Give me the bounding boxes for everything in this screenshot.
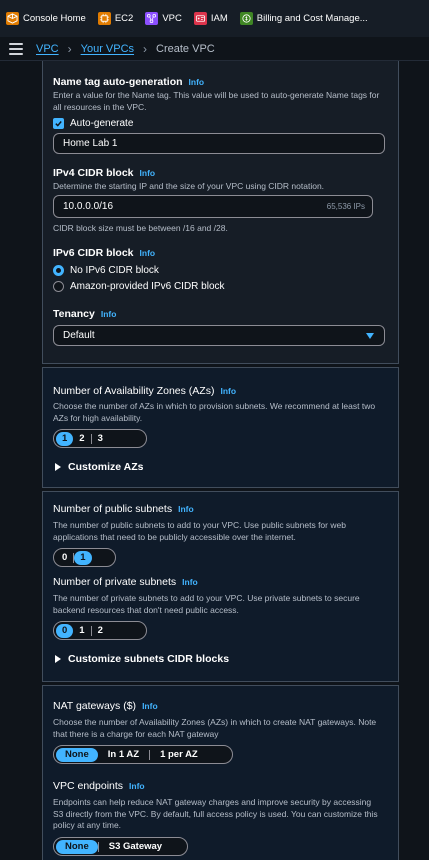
public-subnets-option-0[interactable]: 0 xyxy=(62,552,68,563)
customize-azs-expander[interactable]: Customize AZs xyxy=(55,461,143,473)
azs-info-link[interactable]: Info xyxy=(220,386,237,396)
private-subnets-info-link[interactable]: Info xyxy=(182,577,198,587)
nat-option-none[interactable]: None xyxy=(56,748,98,762)
public-subnets-description: The number of public subnets to add to your VPC. Use public subnets for web applications that need to be publicly accessible over the internet. xyxy=(53,520,346,542)
network-icon xyxy=(145,12,158,25)
azs-option-1[interactable]: 1 xyxy=(56,432,73,446)
tenancy-info-link[interactable]: Info xyxy=(100,309,117,319)
public-subnets-option-1[interactable]: 1 xyxy=(74,551,91,565)
check-icon xyxy=(54,119,63,128)
endpoints-option-none[interactable]: None xyxy=(56,840,98,854)
ipv4-ip-count: 65,536 IPs xyxy=(326,202,365,211)
vpc-endpoints-label: VPC endpoints Info xyxy=(53,780,145,792)
cube-icon xyxy=(6,12,19,25)
bookmark-iam[interactable]: IAM xyxy=(194,12,228,25)
id-card-icon xyxy=(194,12,207,25)
nat-segmented-control xyxy=(53,745,233,764)
chip-icon xyxy=(98,12,111,25)
private-subnets-option-2[interactable]: 2 xyxy=(97,625,103,636)
ipv4-cidr-value: 10.0.0.0/16 xyxy=(63,201,114,212)
hamburger-menu-icon[interactable] xyxy=(9,43,23,55)
breadcrumb xyxy=(0,37,429,61)
caret-right-icon xyxy=(55,463,61,471)
auto-generate-label: Auto-generate xyxy=(70,118,134,129)
caret-right-icon xyxy=(55,655,61,663)
subnets-panel xyxy=(42,491,399,682)
tenancy-select[interactable]: Default xyxy=(53,325,385,346)
ipv6-option-amazon[interactable]: Amazon-provided IPv6 CIDR block xyxy=(53,281,225,292)
azs-description: Choose the number of AZs in which to provision subnets. We recommend at least two AZs for high availability. xyxy=(53,401,376,423)
private-subnets-option-0[interactable]: 0 xyxy=(56,624,73,638)
caret-down-icon xyxy=(366,333,374,339)
ipv6-info-link[interactable]: Info xyxy=(139,248,156,258)
nat-gateways-label: NAT gateways ($) Info xyxy=(53,700,158,712)
bookmark-billing[interactable]: Billing and Cost Manage... xyxy=(240,12,368,25)
name-tag-info-link[interactable]: Info xyxy=(188,77,205,87)
bookmark-ec2[interactable]: EC2 xyxy=(98,12,133,25)
endpoints-option-s3-gateway[interactable]: S3 Gateway xyxy=(108,841,163,852)
customize-subnets-cidr-expander[interactable]: Customize subnets CIDR blocks xyxy=(55,653,229,665)
nat-description: Choose the number of Availability Zones (AZs) in which to create NAT gateways. Note that there is a charge for each NAT gateway xyxy=(53,717,377,739)
private-subnets-label: Number of private subnets Info xyxy=(53,576,198,588)
ipv6-amazon-radio[interactable] xyxy=(53,281,64,292)
ipv6-none-radio[interactable] xyxy=(53,265,64,276)
azs-option-2[interactable]: 2 xyxy=(79,433,85,444)
bookmarks-bar xyxy=(0,0,429,37)
public-subnets-info-link[interactable]: Info xyxy=(178,504,194,514)
name-tag-label: Name tag auto-generation Info xyxy=(53,76,205,88)
nat-option-1-az[interactable]: In 1 AZ xyxy=(107,749,140,760)
endpoints-info-link[interactable]: Info xyxy=(129,781,145,791)
auto-generate-row[interactable] xyxy=(53,118,133,129)
azs-segmented-control xyxy=(53,429,147,448)
chevron-right-icon: › xyxy=(67,41,72,56)
nat-endpoints-panel xyxy=(42,685,399,860)
vpc-settings-panel xyxy=(42,61,399,364)
ipv6-cidr-label: IPv6 CIDR block Info xyxy=(53,247,156,259)
public-subnets-segmented-control xyxy=(53,548,116,567)
ipv4-hint: CIDR block size must be between /16 and /28. xyxy=(53,223,228,233)
private-subnets-segmented-control xyxy=(53,621,147,640)
name-tag-input[interactable]: Home Lab 1 xyxy=(53,133,385,154)
auto-generate-checkbox[interactable] xyxy=(53,118,64,129)
endpoints-segmented-control xyxy=(53,837,188,856)
bookmark-vpc[interactable]: VPC xyxy=(145,12,182,25)
breadcrumb-your-vpcs[interactable]: Your VPCs xyxy=(80,42,135,55)
tenancy-label: Tenancy Info xyxy=(53,308,117,320)
endpoints-description: Endpoints can help reduce NAT gateway charges and improve security by accessing S3 directly from the VPC. By default, full access policy is used. You can customize this policy at any time. xyxy=(53,797,378,830)
azs-option-3[interactable]: 3 xyxy=(97,433,103,444)
public-subnets-label: Number of public subnets Info xyxy=(53,503,194,515)
ipv4-description: Determine the starting IP and the size of your VPC using CIDR notation. xyxy=(53,181,325,191)
ipv6-option-none[interactable]: No IPv6 CIDR block xyxy=(53,265,159,276)
name-tag-description: Enter a value for the Name tag. This value will be used to auto-generate Name tags for all resources in the VPC. xyxy=(53,90,380,112)
availability-zones-panel xyxy=(42,367,399,488)
private-subnets-description: The number of private subnets to add to your VPC. Use private subnets to secure backend resources that don't need public access. xyxy=(53,593,360,615)
ipv4-info-link[interactable]: Info xyxy=(139,168,156,178)
private-subnets-option-1[interactable]: 1 xyxy=(79,625,85,636)
breadcrumb-vpc[interactable]: VPC xyxy=(36,42,59,55)
bookmark-console-home[interactable]: Console Home xyxy=(6,12,86,25)
breadcrumb-create-vpc: Create VPC xyxy=(156,42,215,55)
nat-info-link[interactable]: Info xyxy=(142,701,158,711)
nat-option-per-az[interactable]: 1 per AZ xyxy=(160,749,198,760)
chevron-right-icon: › xyxy=(143,41,148,56)
billing-icon xyxy=(240,12,253,25)
ipv4-cidr-label: IPv4 CIDR block Info xyxy=(53,167,156,179)
azs-label: Number of Availability Zones (AZs) Info xyxy=(53,385,237,397)
ipv4-cidr-input[interactable] xyxy=(53,195,373,218)
